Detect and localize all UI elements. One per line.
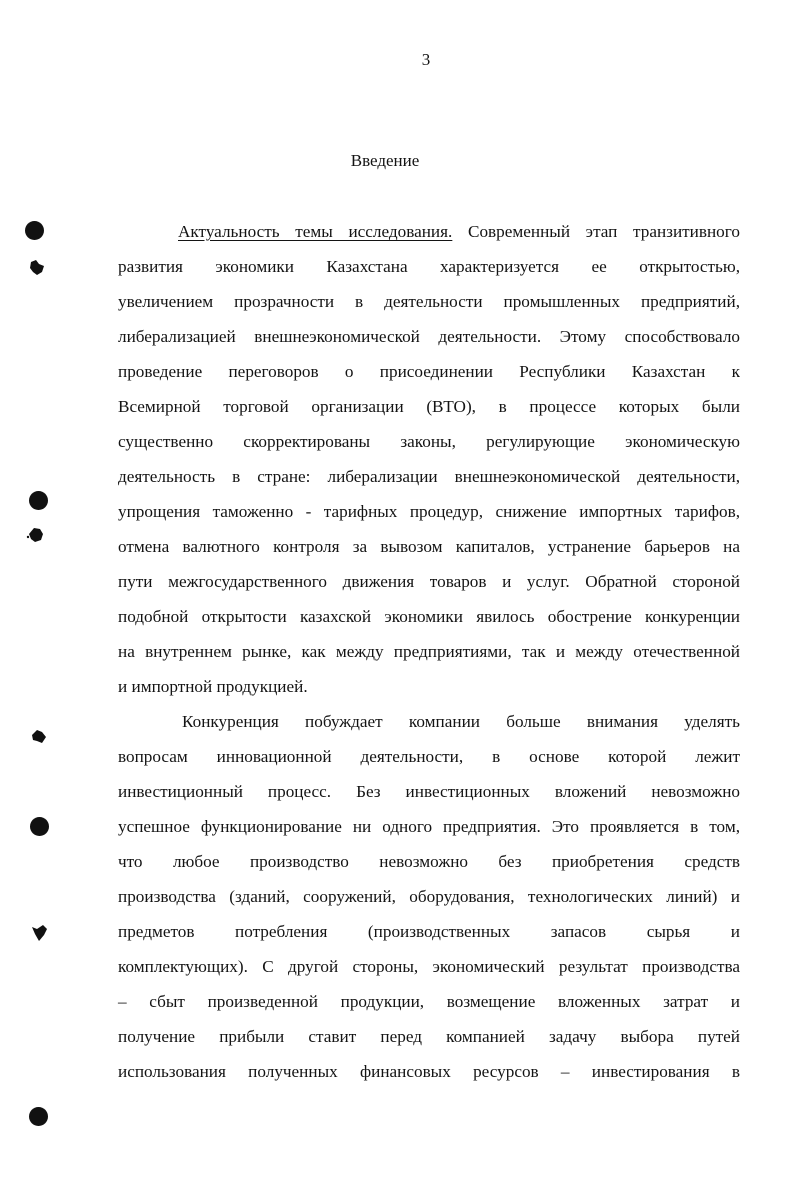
page-number: 3 [421,50,431,69]
paragraph-2-line-7: предметов потребления (производственных запасов сырья и [118,922,740,941]
paragraph-1-line-8: деятельность в стране: либерализации внешнеэкономической деятельности, [118,467,740,486]
paragraph-1-line-7: существенно скорректированы законы, регулирующие экономическую [118,432,740,451]
paragraph-2-line-11: использования полученных финансовых ресурсов – инвестирования в [118,1062,740,1081]
ink-blot-mark [29,727,49,747]
paragraph-2-line-9: – сбыт произведенной продукции, возмещение вложенных затрат и [118,992,740,1011]
punch-hole-mark [25,221,44,240]
paragraph-1-line-4: либерализацией внешнеэкономической деятельности. Этому способствовало [118,327,740,346]
paragraph-1-line-11: пути межгосударственного движения товаров и услуг. Обратной стороной [118,572,740,591]
paragraph-1-line-3: увеличением прозрачности в деятельности промышленных предприятий, [118,292,740,311]
paragraph-1-line-5: проведение переговоров о присоединении Республики Казахстан к [118,362,740,381]
paragraph-2-line-8: комплектующих). С другой стороны, экономический результат производства [118,957,740,976]
paragraph-1-line-9: упрощения таможенно - тарифных процедур, снижение импортных тарифов, [118,502,740,521]
punch-hole-mark [30,817,49,836]
paragraph-1-line-12: подобной открытости казахской экономики явилось обострение конкуренции [118,607,740,626]
topic-relevance-lead: Актуальность темы исследования. [178,222,453,241]
punch-hole-mark [29,1107,48,1126]
paragraph-1-line-1: Актуальность темы исследования. Современный этап транзитивного [178,222,740,241]
paragraph-2-line-2: вопросам инновационной деятельности, в основе которой лежит [118,747,740,766]
paragraph-2-line-4: успешное функционирование ни одного предприятия. Это проявляется в том, [118,817,740,836]
ink-blot-mark [27,258,47,278]
paragraph-2-line-10: получение прибыли ставит перед компанией задачу выбора путей [118,1027,740,1046]
punch-hole-mark [29,491,48,510]
paragraph-1-line-13: на внутреннем рынке, как между предприятиями, так и между отечественной [118,642,740,661]
paragraph-2-line-6: производства (зданий, сооружений, оборудования, технологических линий) и [118,887,740,906]
section-heading: Введение [350,151,420,170]
ink-blot-mark [30,922,50,942]
paragraph-1-line-14: и импортной продукцией. [118,677,308,696]
paragraph-2-line-5: что любое производство невозможно без приобретения средств [118,852,740,871]
paragraph-2-line-3: инвестиционный процесс. Без инвестиционных вложений невозможно [118,782,740,801]
paragraph-1-line-10: отмена валютного контроля за вывозом капиталов, устранение барьеров на [118,537,740,556]
paragraph-2-line-1: Конкуренция побуждает компании больше внимания уделять [182,712,740,731]
paragraph-1-line-2: развития экономики Казахстана характеризуется ее открытостью, [118,257,740,276]
ink-blot-mark [26,525,46,545]
paragraph-1-line-6: Всемирной торговой организации (ВТО), в процессе которых были [118,397,740,416]
